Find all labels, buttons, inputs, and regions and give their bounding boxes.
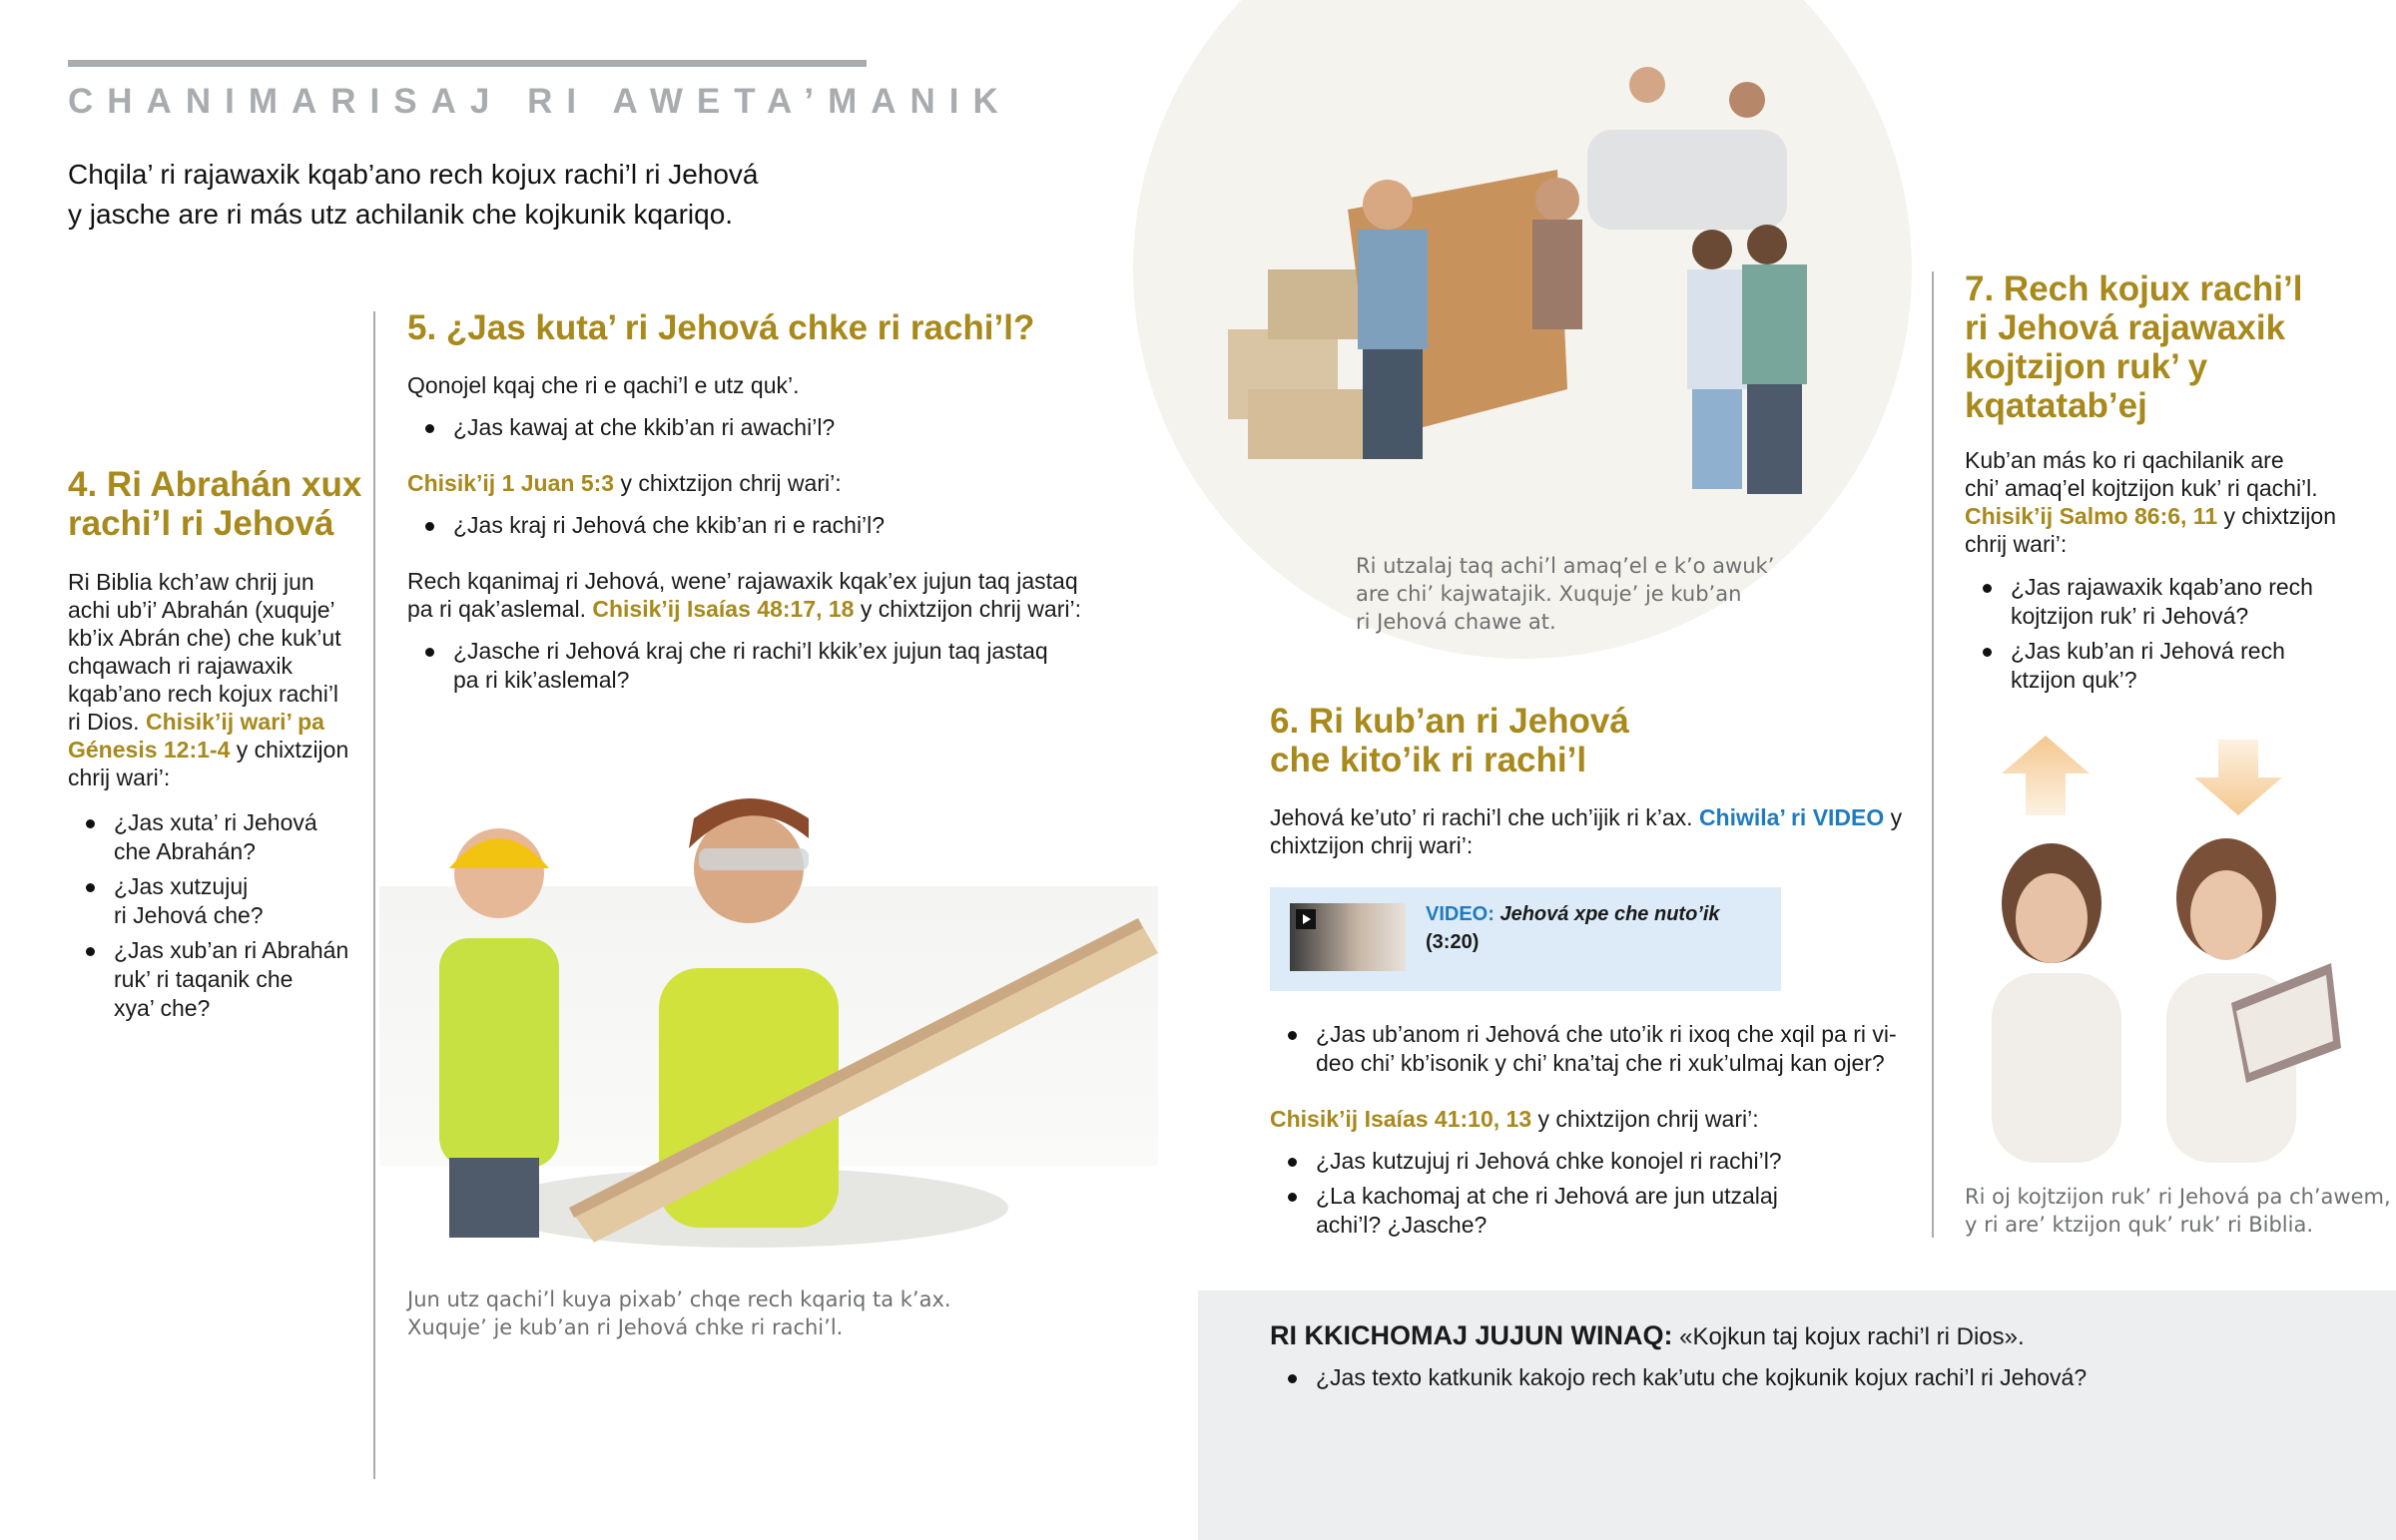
- section-6-intro: Jehová ke’uto’ ri rachi’l che uch’ijik ri k’ax. Chiwila’ ri VIDEO y chixtzijon chrij wari’:: [1270, 804, 1903, 858]
- section-4-body: Ri Biblia kch’aw chrij jun achi ub’i’ Abrahán (xuquje’ kb’ix Abrán che) che kuk’ut chqawach ri rajawaxik kqab’ano rech kojux rachi’l ri Dios. Chisik’ij wari’ pa Génesis 12:1-4 y chixtzijon chrij wari’:: [68, 569, 349, 790]
- section-5-title: 5. ¿Jas kuta’ ri Jehová chke ri rachi’l?: [407, 308, 1035, 347]
- question-item: ¿Jas xuta’ ri Jehová che Abrahán?: [68, 808, 387, 866]
- objection-questions: [1270, 1363, 2368, 1398]
- section-5-questions: [407, 413, 1086, 448]
- scripture-link[interactable]: Chisik’ij Isaías 48:17, 18: [592, 596, 855, 622]
- section-4-title: 4. Ri Abrahán xux rachi’l ri Jehová: [68, 465, 362, 543]
- question-item: ¿La kachomaj at che ri Jehová are jun utzalaj achi’l? ¿Jasche?: [1270, 1182, 1929, 1240]
- section-6-ref: Chisik’ij Isaías 41:10, 13 y chixtzijon chrij wari’:: [1270, 1106, 1759, 1132]
- question-item: ¿Jas xub’an ri Abrahán ruk’ ri taqanik che xya’ che?: [68, 936, 387, 1023]
- section-5-caption: Jun utz qachi’l kuya pixab’ chqe rech kqariq ta k’ax. Xuquje’ je kub’an ri Jehová chke ri rachi’l.: [407, 1287, 951, 1339]
- video-title: Jehová xpe che nuto’ik: [1499, 903, 1720, 925]
- question-item: ¿Jas kub’an ri Jehová rech ktzijon quk’?: [1965, 637, 2384, 695]
- section-5-intro: Qonojel kqaj che ri e qachi’l e utz quk’.: [407, 372, 800, 398]
- section-4-questions: [68, 808, 387, 1029]
- section-7-caption: Ri oj kojtzijon ruk’ ri Jehová pa ch’awem, y ri are’ ktzijon quk’ ruk’ ri Biblia.: [1965, 1185, 2391, 1237]
- friends-helping-illustration: [1228, 60, 1847, 509]
- scripture-link[interactable]: Chisik’ij Salmo 86:6, 11: [1965, 503, 2218, 529]
- scripture-link[interactable]: Chisik’ij 1 Juan 5:3: [407, 470, 615, 496]
- arrow-down-icon: [2194, 740, 2282, 815]
- intro-text: Chqila’ ri rajawaxik kqab’ano rech kojux rachi’l ri Jehová y jasche are ri más utz achilanik che kojkunik kqariqo.: [68, 159, 759, 230]
- section-7-body: Kub’an más ko ri qachilanik are chi’ amaq’el kojtzijon kuk’ ri qachi’l. Chisik’ij Salmo 86:6, 11 y chixtzijon chrij wari’:: [1965, 447, 2336, 557]
- scripture-link[interactable]: Génesis 12:1-4: [68, 737, 231, 763]
- video-label: VIDEO:: [1426, 903, 1495, 925]
- header-rule: [68, 60, 867, 67]
- section-6-questions: [1270, 1147, 1929, 1246]
- section-7-questions: [1965, 573, 2384, 701]
- section-kicker: CHANIMARISAJ RI AWETA’MANIK: [68, 82, 1012, 121]
- question-item: ¿Jas ub’anom ri Jehová che uto’ik ri ixoq che xqil pa ri vi- deo chi’ kb’isonik y chi’ kna’taj che ri xuk’ulmaj kan ojer?: [1270, 1020, 1929, 1078]
- friends-caption: Ri utzalaj taq achi’l amaq’el e k’o awuk’ are chi’ kajwatajik. Xuquje’ je kub’an ri Jehová chawe at.: [1356, 554, 1775, 634]
- question-item: ¿Jasche ri Jehová kraj che ri rachi’l kkik’ex jujun taq jastaq pa ri kik’aslemal?: [407, 637, 1106, 695]
- question-item: ¿Jas kraj ri Jehová che kkib’an ri e rachi’l?: [407, 511, 1086, 540]
- workers-illustration: [419, 788, 1158, 1268]
- prayer-reading-illustration: [1982, 843, 2361, 1163]
- question-item: ¿Jas rajawaxik kqab’ano rech kojtzijon ruk’ ri Jehová?: [1965, 573, 2384, 631]
- arrow-up-icon: [2002, 736, 2090, 815]
- video-link[interactable]: Chiwila’ ri VIDEO: [1698, 804, 1885, 830]
- section-7-title: 7. Rech kojux rachi’l ri Jehová rajawaxik kojtzijon ruk’ y kqatatab’ej: [1965, 269, 2303, 425]
- video-info[interactable]: [1426, 900, 1720, 956]
- objection-heading: RI KKICHOMAJ JUJUN WINAQ: «Kojkun taj kojux rachi’l ri Dios».: [1270, 1320, 2025, 1350]
- section-6-questions: [1270, 1020, 1929, 1084]
- section-5-paragraph: Rech kqanimaj ri Jehová, wene’ rajawaxik kqak’ex jujun taq jastaq pa ri qak’aslemal. Chisik’ij Isaías 48:17, 18 y chixtzijon chrij wari’:: [407, 568, 1081, 622]
- question-item: ¿Jas xutzujuj ri Jehová che?: [68, 872, 387, 930]
- question-item: ¿Jas texto katkunik kakojo rech kak’utu che kojkunik kojux rachi’l ri Jehová?: [1270, 1363, 2368, 1392]
- scripture-link[interactable]: Chisik’ij Isaías 41:10, 13: [1270, 1106, 1532, 1132]
- video-duration: (3:20): [1426, 931, 1480, 953]
- section-5-questions: [407, 511, 1086, 546]
- section-6-title: 6. Ri kub’an ri Jehová che kito’ik ri rachi’l: [1270, 702, 1629, 779]
- scripture-link[interactable]: Chisik’ij wari’ pa: [145, 709, 324, 735]
- question-item: ¿Jas kawaj at che kkib’an ri awachi’l?: [407, 413, 1086, 442]
- column-divider: [1932, 271, 1934, 1238]
- play-icon[interactable]: [1296, 909, 1316, 929]
- question-item: ¿Jas kutzujuj ri Jehová chke konojel ri rachi’l?: [1270, 1147, 1929, 1176]
- section-5-questions: [407, 637, 1106, 701]
- section-5-ref: Chisik’ij 1 Juan 5:3 y chixtzijon chrij wari’:: [407, 470, 842, 496]
